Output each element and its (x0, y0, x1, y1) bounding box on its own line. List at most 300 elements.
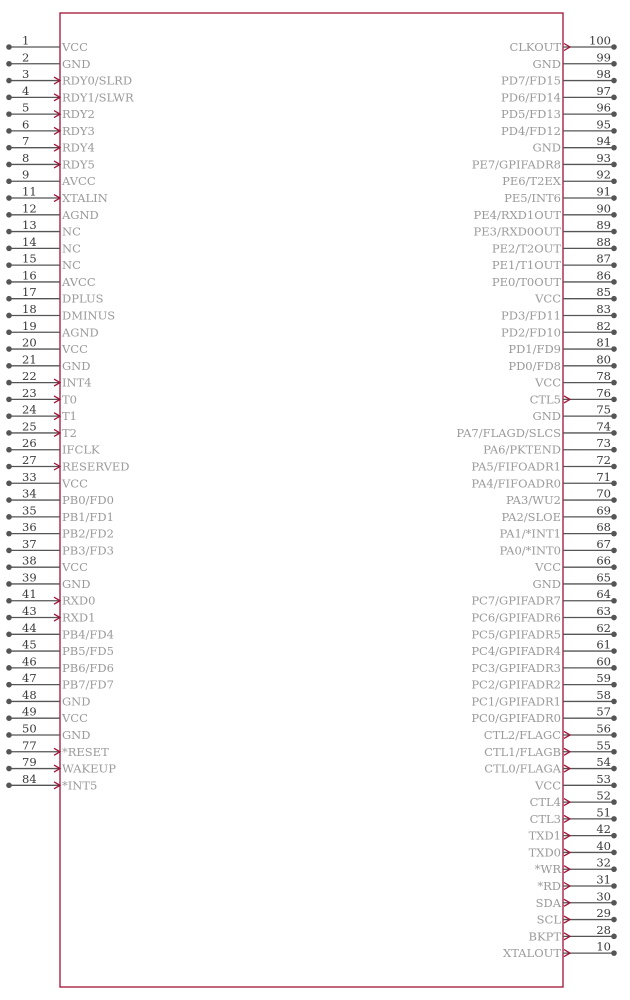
pin-number: 96 (596, 100, 611, 115)
pin-end-dot (611, 548, 617, 554)
pin-end-dot (6, 430, 12, 436)
pin-end-dot (6, 346, 12, 352)
pin-1 (6, 34, 88, 55)
pin-name: PA0/*INT0 (499, 543, 561, 558)
pin-number: 90 (596, 201, 611, 216)
pin-name: AVCC (62, 174, 96, 189)
pin-name: VCC (62, 711, 88, 726)
pin-end-dot (611, 397, 617, 403)
pin-end-dot (6, 447, 12, 453)
pin-number: 58 (596, 687, 611, 702)
pin-end-dot (611, 783, 617, 789)
pin-end-dot (6, 766, 12, 772)
pin-number: 20 (22, 335, 37, 350)
pin-number: 21 (22, 352, 37, 367)
pin-end-dot (6, 296, 12, 302)
pin-end-dot (6, 548, 12, 554)
pin-end-dot (6, 246, 12, 252)
pin-name: PE1/T1OUT (491, 258, 561, 273)
pin-number: 5 (22, 100, 30, 115)
pin-name: CTL2/FLAGC (483, 727, 561, 742)
pin-number: 49 (22, 704, 37, 719)
pin-number: 78 (596, 369, 611, 384)
pin-number: 2 (22, 50, 30, 65)
pin-name: PE0/T0OUT (491, 274, 561, 289)
pin-number: 67 (596, 536, 611, 551)
pin-number: 51 (596, 805, 611, 820)
pin-end-dot (6, 732, 12, 738)
pin-end-dot (6, 380, 12, 386)
pin-number: 70 (596, 486, 611, 501)
pin-end-dot (611, 162, 617, 168)
pin-name: PC3/GPIFADR3 (471, 660, 561, 675)
pin-name: PC2/GPIFADR2 (471, 677, 561, 692)
pin-name: *WR (534, 862, 561, 877)
pin-name: WAKEUP (62, 761, 116, 776)
pin-number: 45 (22, 637, 37, 652)
pin-end-dot (611, 632, 617, 638)
pin-number: 35 (22, 503, 37, 518)
pin-name: PB4/FD4 (62, 627, 114, 642)
pin-end-dot (6, 313, 12, 319)
pin-end-dot (611, 699, 617, 705)
pin-name: AGND (62, 207, 99, 222)
pin-number: 63 (596, 604, 611, 619)
pin-number: 36 (22, 520, 37, 535)
pin-name: VCC (62, 476, 88, 491)
pin-name: PD5/FD13 (501, 107, 561, 122)
pin-number: 19 (22, 318, 37, 333)
pin-number: 37 (22, 536, 37, 551)
pin-number: 38 (22, 553, 37, 568)
pin-end-dot (611, 246, 617, 252)
pin-number: 9 (22, 167, 30, 182)
pin-name: PD3/FD11 (501, 308, 561, 323)
pin-end-dot (6, 615, 12, 621)
pin-name: PE3/RXD0OUT (473, 224, 561, 239)
pin-number: 4 (22, 83, 30, 98)
pin-end-dot (6, 531, 12, 537)
pin-end-dot (611, 934, 617, 940)
pin-number: 85 (596, 285, 611, 300)
pin-name: RDY4 (62, 140, 95, 155)
pin-name: PD4/FD12 (501, 123, 561, 138)
pin-end-dot (611, 262, 617, 268)
pin-end-dot (6, 111, 12, 117)
pin-end-dot (6, 128, 12, 134)
pin-number: 52 (596, 788, 611, 803)
pin-name: CTL1/FLAGB (484, 744, 561, 759)
pin-name: *RESET (62, 744, 109, 759)
pin-end-dot (611, 464, 617, 470)
pin-name: PA6/PKTEND (483, 442, 561, 457)
pin-end-dot (6, 564, 12, 570)
pin-number: 99 (596, 50, 611, 65)
pin-end-dot (611, 615, 617, 621)
pin-name: RXD0 (62, 593, 96, 608)
pin-name: PB3/FD3 (62, 543, 114, 558)
pin-number: 61 (596, 637, 611, 652)
pin-end-dot (6, 95, 12, 101)
pin-name: PB0/FD0 (62, 493, 114, 508)
pin-number: 33 (22, 469, 37, 484)
pin-number: 30 (596, 889, 611, 904)
pin-end-dot (611, 883, 617, 889)
pin-name: VCC (535, 560, 561, 575)
pin-end-dot (6, 632, 12, 638)
pin-end-dot (611, 514, 617, 520)
pin-name: GND (532, 140, 561, 155)
pin-number: 72 (596, 453, 611, 467)
pin-name: *INT5 (62, 778, 98, 793)
pin-number: 64 (596, 587, 611, 602)
pin-number: 79 (22, 755, 37, 770)
pin-end-dot (611, 531, 617, 537)
pin-number: 92 (596, 167, 611, 182)
pin-end-dot (611, 430, 617, 436)
pin-name: PC1/GPIFADR1 (471, 694, 561, 709)
pin-number: 39 (22, 570, 37, 585)
pin-end-dot (6, 665, 12, 671)
pin-end-dot (6, 145, 12, 151)
pin-number: 83 (596, 301, 611, 316)
pin-end-dot (6, 514, 12, 520)
pin-end-dot (611, 296, 617, 302)
pin-number: 3 (22, 67, 30, 82)
pin-end-dot (6, 598, 12, 604)
pin-end-dot (611, 413, 617, 419)
pin-name: VCC (535, 778, 561, 793)
pin-end-dot (611, 229, 617, 235)
pin-end-dot (6, 61, 12, 67)
pin-number: 8 (22, 150, 30, 165)
pin-number: 42 (596, 822, 611, 837)
pin-number: 54 (596, 755, 611, 770)
pin-number: 87 (596, 251, 611, 266)
pin-number: 43 (22, 604, 37, 619)
pin-name: DMINUS (62, 308, 116, 323)
pin-number: 1 (22, 33, 30, 48)
pin-name: PB5/FD5 (62, 644, 114, 659)
pin-name: PB2/FD2 (62, 526, 114, 541)
pin-end-dot (6, 397, 12, 403)
pin-name: T1 (62, 409, 77, 424)
pin-number: 65 (596, 570, 611, 585)
pin-end-dot (611, 564, 617, 570)
pin-number: 47 (22, 671, 37, 686)
pin-number: 69 (596, 503, 611, 518)
pin-end-dot (611, 799, 617, 805)
pin-name: CTL3 (529, 811, 561, 826)
pin-end-dot (6, 699, 12, 705)
pin-number: 18 (22, 301, 37, 316)
pin-number: 16 (22, 268, 37, 283)
pin-number: 6 (22, 117, 30, 132)
pin-number: 60 (596, 654, 611, 669)
pin-end-dot (611, 447, 617, 453)
pin-number: 55 (596, 738, 611, 753)
pin-end-dot (611, 380, 617, 386)
pin-name: PA3/WU2 (505, 493, 561, 508)
pin-end-dot (6, 178, 12, 184)
pin-number: 66 (596, 553, 611, 568)
pin-end-dot (611, 44, 617, 50)
pin-number: 98 (596, 67, 611, 82)
pin-name: NC (62, 258, 81, 273)
pin-name: PA5/FIFOADR1 (471, 459, 561, 474)
pin-end-dot (611, 950, 617, 956)
pin-number: 71 (596, 469, 611, 484)
pin-end-dot (611, 95, 617, 101)
pin-name: PE5/INT6 (504, 191, 561, 206)
pin-number: 82 (596, 318, 611, 333)
pin-end-dot (6, 715, 12, 721)
pin-number: 24 (22, 402, 37, 417)
pin-number: 73 (596, 436, 611, 451)
pin-end-dot (611, 665, 617, 671)
pin-end-dot (6, 783, 12, 789)
pin-name: VCC (62, 40, 88, 54)
pin-end-dot (6, 162, 12, 168)
pin-name: GND (62, 358, 91, 373)
pin-number: 77 (22, 738, 37, 753)
pin-name: PD6/FD14 (501, 90, 561, 105)
pin-end-dot (611, 749, 617, 755)
pin-end-dot (611, 346, 617, 352)
pin-name: CTL0/FLAGA (484, 761, 561, 776)
pin-end-dot (6, 229, 12, 235)
pin-end-dot (6, 413, 12, 419)
pin-number: 17 (22, 285, 37, 300)
pin-number: 81 (596, 335, 611, 350)
pin-number: 22 (22, 369, 37, 384)
pin-26 (6, 436, 100, 457)
pin-name: RDY2 (62, 107, 95, 122)
pin-name: INT4 (62, 375, 92, 390)
pin-name: RXD1 (62, 610, 96, 625)
pin-end-dot (611, 816, 617, 822)
pin-end-dot (6, 195, 12, 201)
pin-number: 29 (596, 906, 611, 921)
pin-end-dot (611, 195, 617, 201)
pin-number: 10 (596, 939, 611, 954)
pin-name: PD2/FD10 (501, 325, 561, 340)
pin-number: 44 (22, 620, 37, 635)
pin-end-dot (6, 648, 12, 654)
pin-name: VCC (535, 291, 561, 306)
pin-number: 53 (596, 771, 611, 786)
pin-number: 31 (596, 872, 611, 887)
pin-end-dot (611, 329, 617, 335)
pin-number: 80 (596, 352, 611, 367)
pin-number: 100 (589, 33, 611, 48)
pin-number: 76 (596, 385, 611, 400)
pin-end-dot (6, 212, 12, 218)
pin-name: IFCLK (62, 442, 100, 457)
pin-name: GND (532, 56, 561, 71)
pin-number: 57 (596, 704, 611, 719)
pin-name: RDY5 (62, 157, 95, 172)
pin-number: 12 (22, 201, 37, 216)
pin-end-dot (6, 497, 12, 503)
pin-name: NC (62, 224, 81, 239)
pin-name: CLKOUT (509, 40, 561, 54)
pin-end-dot (611, 900, 617, 906)
pin-name: PA4/FIFOADR0 (471, 476, 561, 491)
pin-name: PC4/GPIFADR4 (471, 644, 561, 659)
pin-end-dot (611, 111, 617, 117)
pin-end-dot (6, 464, 12, 470)
pin-name: PE7/GPIFADR8 (471, 157, 561, 172)
pin-number: 59 (596, 671, 611, 686)
pin-name: GND (532, 409, 561, 424)
pin-name: PC6/GPIFADR6 (471, 610, 561, 625)
pin-name: SCL (536, 912, 561, 927)
pin-end-dot (611, 363, 617, 369)
pin-name: AVCC (62, 274, 96, 289)
pin-end-dot (611, 732, 617, 738)
pin-end-dot (6, 279, 12, 285)
pin-end-dot (6, 480, 12, 486)
pin-name: PD7/FD15 (501, 73, 561, 88)
pin-number: 68 (596, 520, 611, 535)
pin-end-dot (611, 145, 617, 151)
pin-number: 94 (596, 134, 611, 149)
pin-end-dot (6, 44, 12, 50)
pin-end-dot (611, 850, 617, 856)
pin-name: DPLUS (62, 291, 104, 306)
pin-name: GND (62, 576, 91, 591)
pin-number: 41 (22, 587, 37, 602)
pin-end-dot (611, 212, 617, 218)
pin-name: PB1/FD1 (62, 509, 114, 524)
pin-number: 40 (596, 838, 611, 853)
right-pin-column (456, 34, 616, 961)
pin-end-dot (611, 917, 617, 923)
pin-number: 13 (22, 218, 37, 233)
pin-number: 50 (22, 721, 37, 736)
pin-name: PB6/FD6 (62, 660, 114, 675)
pin-name: T2 (62, 425, 77, 440)
pin-name: PE2/T2OUT (491, 241, 561, 256)
pin-end-dot (6, 682, 12, 688)
pin-end-dot (6, 749, 12, 755)
pin-end-dot (611, 581, 617, 587)
pin-name: AGND (62, 325, 99, 340)
pin-name: VCC (62, 342, 88, 357)
pin-number: 93 (596, 150, 611, 165)
pin-end-dot (6, 262, 12, 268)
pin-name: GND (62, 56, 91, 71)
pin-name: PA2/SLOE (501, 509, 561, 524)
pin-number: 91 (596, 184, 611, 199)
pin-end-dot (611, 178, 617, 184)
pin-name: RDY0/SLRD (62, 73, 133, 88)
left-pin-column (6, 34, 134, 793)
pin-number: 75 (596, 402, 611, 417)
pin-name: PD0/FD8 (508, 358, 561, 373)
pin-number: 15 (22, 251, 37, 266)
pin-end-dot (611, 715, 617, 721)
pin-name: CTL4 (529, 795, 561, 810)
pin-name: TXD0 (528, 845, 561, 860)
pin-end-dot (6, 78, 12, 84)
pin-name: TXD1 (528, 828, 561, 843)
pin-name: PE4/RXD1OUT (473, 207, 561, 222)
pin-end-dot (611, 78, 617, 84)
pin-end-dot (611, 61, 617, 67)
pin-number: 14 (22, 234, 37, 249)
pin-number: 88 (596, 234, 611, 249)
pin-number: 11 (22, 184, 37, 199)
pin-end-dot (6, 329, 12, 335)
pin-number: 97 (596, 83, 611, 98)
pin-end-dot (611, 480, 617, 486)
pin-number: 62 (596, 620, 611, 635)
pin-end-dot (611, 598, 617, 604)
pin-end-dot (611, 682, 617, 688)
pin-name: SDA (535, 895, 561, 910)
pin-16 (6, 268, 96, 289)
pin-number: 84 (22, 771, 37, 786)
pin-end-dot (6, 581, 12, 587)
pin-number: 86 (596, 268, 611, 283)
pin-end-dot (611, 313, 617, 319)
pin-name: NC (62, 241, 81, 256)
pin-name: GND (62, 694, 91, 709)
pin-name: T0 (62, 392, 77, 407)
pin-number: 48 (22, 687, 37, 702)
pin-name: GND (62, 727, 91, 742)
pin-number: 7 (22, 134, 30, 149)
pin-name: PA1/*INT1 (499, 526, 561, 541)
pin-number: 32 (596, 855, 611, 870)
pin-number: 34 (22, 486, 37, 501)
pin-name: XTALOUT (503, 946, 561, 961)
pin-number: 28 (596, 922, 611, 937)
pin-number: 25 (22, 419, 37, 434)
pin-name: GND (532, 576, 561, 591)
pin-end-dot (611, 497, 617, 503)
pin-name: CTL5 (529, 392, 561, 407)
pin-number: 27 (22, 453, 37, 467)
pin-name: BKPT (528, 929, 561, 944)
pin-end-dot (611, 866, 617, 872)
pin-number: 89 (596, 218, 611, 233)
pin-name: *RD (537, 879, 561, 893)
pin-name: RDY3 (62, 123, 95, 138)
pin-end-dot (6, 363, 12, 369)
pin-name: PB7/FD7 (62, 677, 114, 692)
pin-number: 56 (596, 721, 611, 736)
pin-name: PD1/FD9 (508, 342, 561, 357)
pin-end-dot (611, 648, 617, 654)
pin-end-dot (611, 128, 617, 134)
pin-name: RESERVED (62, 459, 130, 474)
pin-name: RDY1/SLWR (62, 90, 134, 105)
pin-end-dot (611, 833, 617, 839)
pin-name: PC5/GPIFADR5 (471, 627, 561, 642)
pin-name: PC7/GPIFADR7 (471, 593, 561, 608)
pin-number: 95 (596, 117, 611, 132)
pin-end-dot (611, 279, 617, 285)
pin-number: 23 (22, 385, 37, 400)
pin-name: VCC (62, 560, 88, 575)
pin-name: PE6/T2EX (502, 174, 561, 189)
pin-name: PC0/GPIFADR0 (471, 711, 561, 726)
pin-name: PA7/FLAGD/SLCS (456, 425, 561, 440)
pin-number: 74 (596, 419, 611, 434)
